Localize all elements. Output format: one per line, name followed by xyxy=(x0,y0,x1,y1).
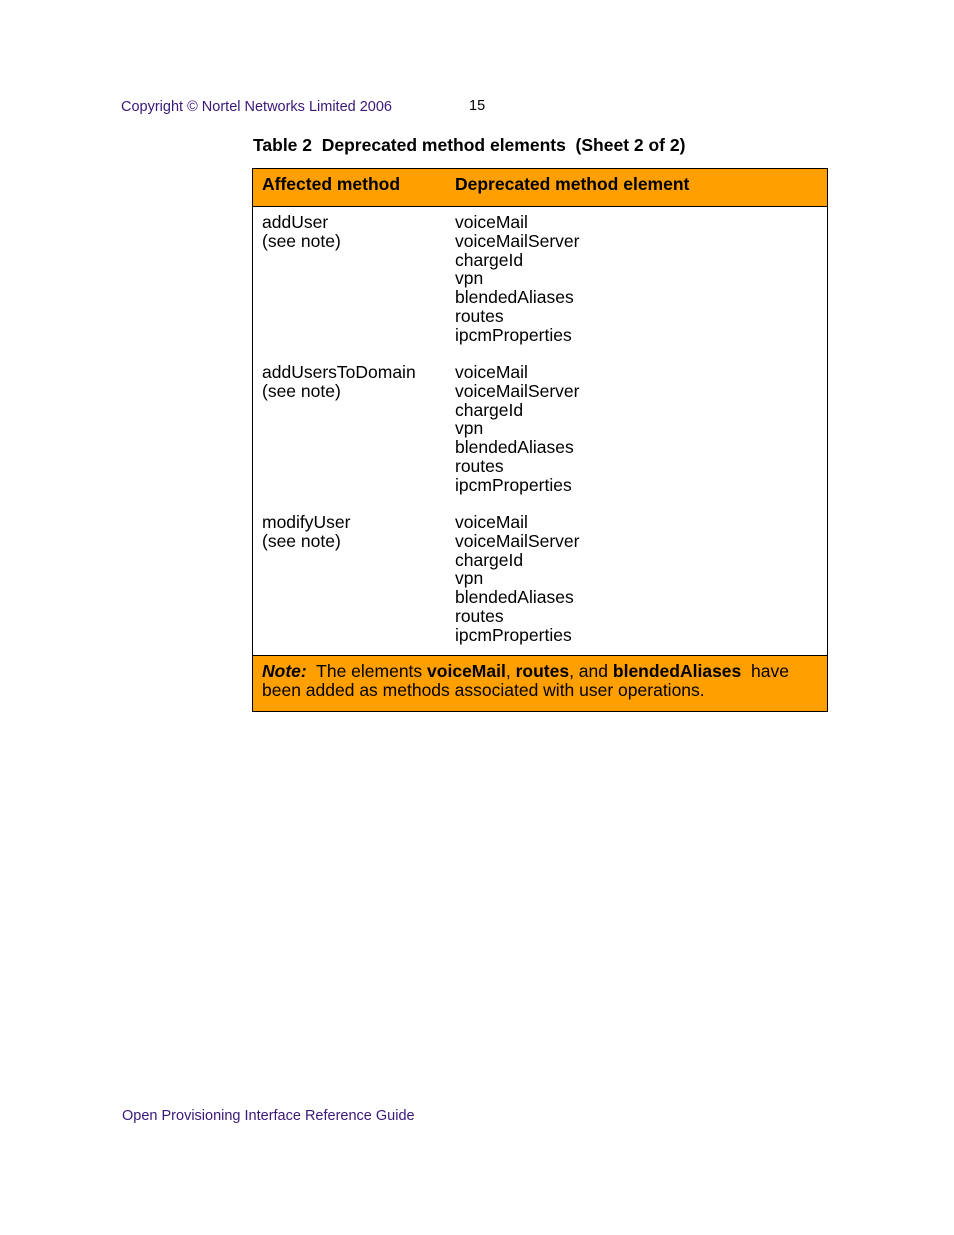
note-label: Note: xyxy=(262,661,307,681)
deprecated-elements-cell xyxy=(455,213,579,345)
element-item: voiceMail xyxy=(455,212,528,232)
note-text-start: The elements xyxy=(316,661,423,681)
element-item: vpn xyxy=(455,568,484,589)
footer-document-title: Open Provisioning Interface Reference Guide xyxy=(122,1108,415,1124)
column-header-affected-method: Affected method xyxy=(262,174,401,194)
table-note xyxy=(262,662,822,700)
header-copyright: Copyright © Nortel Networks Limited 2006 xyxy=(121,99,392,115)
element-item: routes xyxy=(455,305,504,326)
element-item: chargeId xyxy=(455,249,524,270)
element-item: blendedAliases xyxy=(455,587,574,608)
affected-method-cell xyxy=(262,363,416,401)
affected-method-cell xyxy=(262,513,351,551)
note-term-blendedaliases: blendedAliases xyxy=(612,661,742,681)
element-item: ipcmProperties xyxy=(455,624,572,645)
note-text-end: have been added as methods associated with user operations. xyxy=(262,661,789,700)
element-item: routes xyxy=(455,605,504,626)
element-item: vpn xyxy=(455,268,484,289)
element-item: ipcmProperties xyxy=(455,474,572,495)
method-note-ref: (see note) xyxy=(262,530,341,551)
table-caption: Table 2 Deprecated method elements (Sheet 2 of 2) xyxy=(253,135,686,155)
column-header-deprecated-element: Deprecated method element xyxy=(455,174,690,194)
note-term-voicemail: voiceMail xyxy=(427,661,506,681)
deprecated-elements-table xyxy=(252,168,828,712)
element-item: voiceMailServer xyxy=(455,380,580,401)
page-number: 15 xyxy=(469,98,486,114)
deprecated-elements-cell xyxy=(455,513,579,645)
affected-method-cell xyxy=(262,213,341,251)
element-item: chargeId xyxy=(455,549,524,570)
element-item: voiceMailServer xyxy=(455,230,580,251)
method-note-ref: (see note) xyxy=(262,380,341,401)
element-item: voiceMailServer xyxy=(455,530,580,551)
element-item: blendedAliases xyxy=(455,437,574,458)
note-separator: , and xyxy=(569,661,609,681)
method-note-ref: (see note) xyxy=(262,230,341,251)
note-term-routes: routes xyxy=(515,661,570,681)
element-item: ipcmProperties xyxy=(455,324,572,345)
element-item: chargeId xyxy=(455,399,524,420)
table-body xyxy=(253,207,827,656)
element-item: routes xyxy=(455,455,504,476)
element-item: voiceMail xyxy=(455,512,528,532)
element-item: voiceMail xyxy=(455,362,528,382)
table-header-row xyxy=(253,169,827,207)
method-name: addUsersToDomain xyxy=(262,362,416,382)
element-item: blendedAliases xyxy=(455,287,574,308)
table-note-row xyxy=(253,656,827,711)
note-separator: , xyxy=(505,661,511,681)
method-name: modifyUser xyxy=(262,512,351,532)
method-name: addUser xyxy=(262,212,329,232)
element-item: vpn xyxy=(455,418,484,439)
deprecated-elements-cell xyxy=(455,363,579,495)
